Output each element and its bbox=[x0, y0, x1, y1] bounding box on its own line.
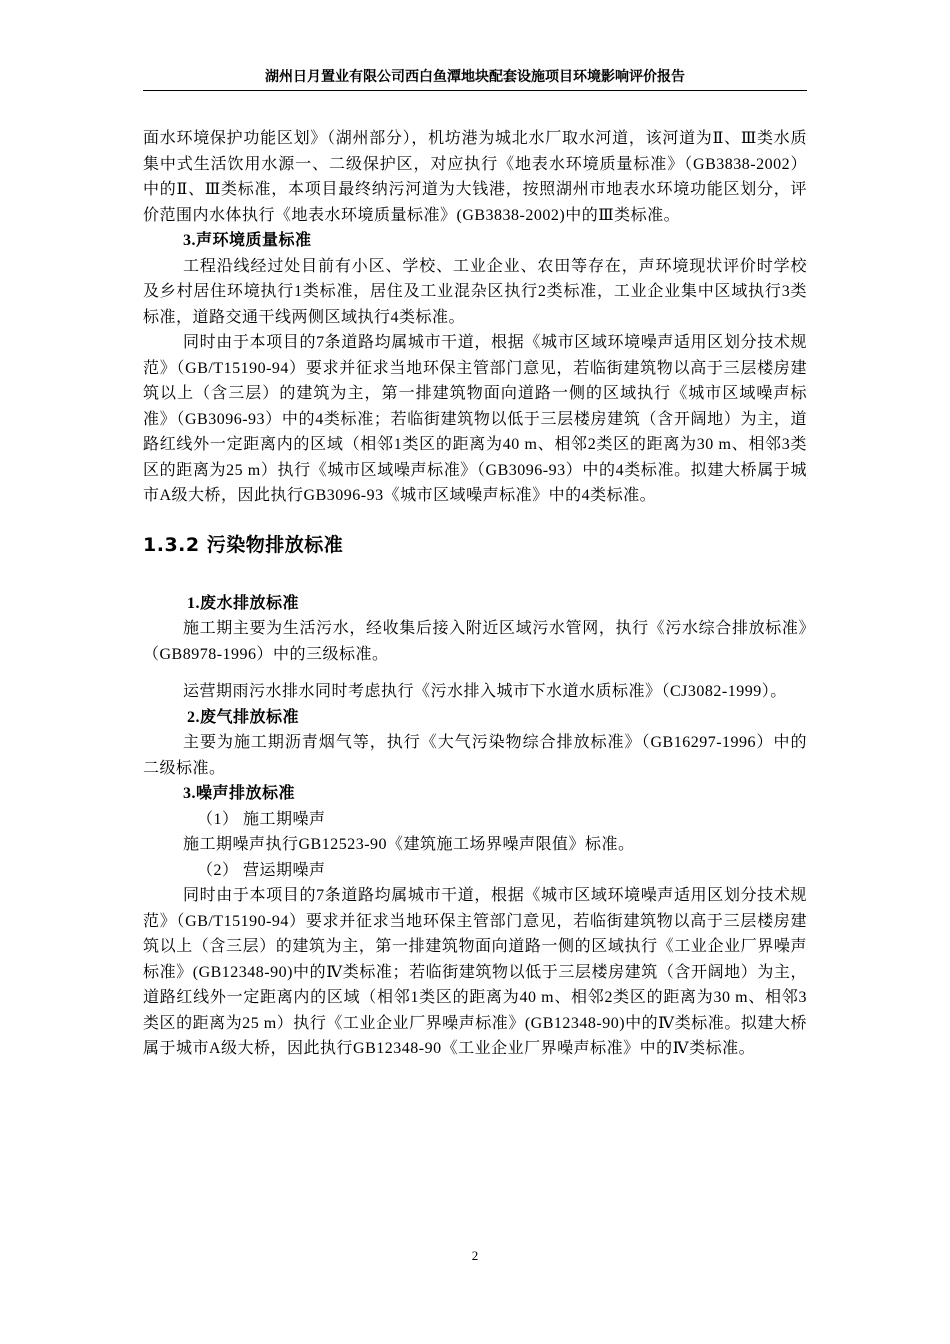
paragraph-water-standard: 面水环境保护功能区划》（湖州部分），机坊港为城北水厂取水河道，该河道为Ⅱ、Ⅲ类水质集中式生活饮用水源一、二级保护区，对应执行《地表水环境质量标准》（GB3838-2002）中的Ⅱ、Ⅲ类标准，本项目最终纳污河道为大钱港，按照湖州市地表水环境功能区划分，评价范围内水体执行《地表水环境质量标准》(GB3838-2002)中的Ⅲ类标准。 bbox=[143, 130, 807, 224]
section-title: 1.3.2 污染物排放标准 bbox=[143, 533, 344, 556]
paragraph-wastewater-construction: 施工期主要为生活污水，经收集后接入附近区域污水管网，执行《污水综合排放标准》（GB8978-1996）中的三级标准。 bbox=[143, 620, 807, 663]
paragraph-operation-noise: 同时由于本项目的7条道路均属城市干道，根据《城市区域环境噪声适用区划分技术规范》（GB/T15190-94）要求并征求当地环保主管部门意见，若临街建筑物以高于三层楼房建筑以上（含三层）的建筑为主，第一排建筑物面向道路一侧的区域执行《工业企业厂界噪声标准》(GB12348-90)中的Ⅳ类标准；若临街建筑物以低于三层楼房建筑（含开阔地）为主，道路红线外一定距离内的区域（相邻1类区的距离为40 m、相邻2类区的距离为30 m、相邻3类区的距离为25 m）执行《工业企业厂界噪声标准》(GB12348-90)中的Ⅳ类标准。拟建大桥属于城市A级大桥，因此执行GB12348-90《工业企业厂界噪声标准》中的Ⅳ类标准。 bbox=[143, 887, 807, 1057]
heading-noise-emission: 3.噪声排放标准 bbox=[183, 785, 296, 802]
list-item-construction-noise: （1） 施工期噪声 bbox=[197, 810, 326, 828]
page-number: 2 bbox=[471, 1248, 479, 1263]
heading-noise-quality: 3.声环境质量标准 bbox=[183, 232, 312, 249]
paragraph-exhaust: 主要为施工期沥青烟气等，执行《大气污染物综合排放标准》（GB16297-1996）中的二级标准。 bbox=[143, 734, 807, 777]
list-item-operation-noise: （2） 营运期噪声 bbox=[197, 861, 326, 879]
paragraph-wastewater-operation: 运营期雨污水排水同时考虑执行《污水排入城市下水道水质标准》（CJ3082-1999）。 bbox=[183, 683, 787, 700]
paragraph-noise-roads: 同时由于本项目的7条道路均属城市干道，根据《城市区域环境噪声适用区划分技术规范》（GB/T15190-94）要求并征求当地环保主管部门意见，若临街建筑物以高于三层楼房建筑以上（含三层）的建筑为主，第一排建筑物面向道路一侧的区域执行《城市区域噪声标准》（GB3096-93）中的4类标准；若临街建筑物以低于三层楼房建筑（含开阔地）为主，道路红线外一定距离内的区域（相邻1类区的距离为40 m、相邻2类区的距离为30 m、相邻3类区的距离为25 m）执行《城市区域噪声标准》（GB3096-93）中的4类标准。拟建大桥属于城市A级大桥，因此执行GB3096-93《城市区域噪声标准》中的4类标准。 bbox=[143, 334, 807, 504]
page-content bbox=[143, 126, 807, 1062]
heading-exhaust: 2.废气排放标准 bbox=[187, 708, 300, 726]
page-header: 湖州日月置业有限公司西白鱼潭地块配套设施项目环境影响评价报告 bbox=[143, 66, 807, 91]
paragraph-noise-zones: 工程沿线经过处目前有小区、学校、工业企业、农田等存在，声环境现状评价时学校及乡村居住环境执行1类标准，居住及工业混杂区执行2类标准，工业企业集中区域执行3类标准，道路交通干线两侧区域执行4类标准。 bbox=[143, 257, 807, 326]
paragraph-construction-noise: 施工期噪声执行GB12523-90《建筑施工场界噪声限值》标准。 bbox=[183, 836, 635, 853]
heading-wastewater: 1.废水排放标准 bbox=[187, 594, 300, 612]
